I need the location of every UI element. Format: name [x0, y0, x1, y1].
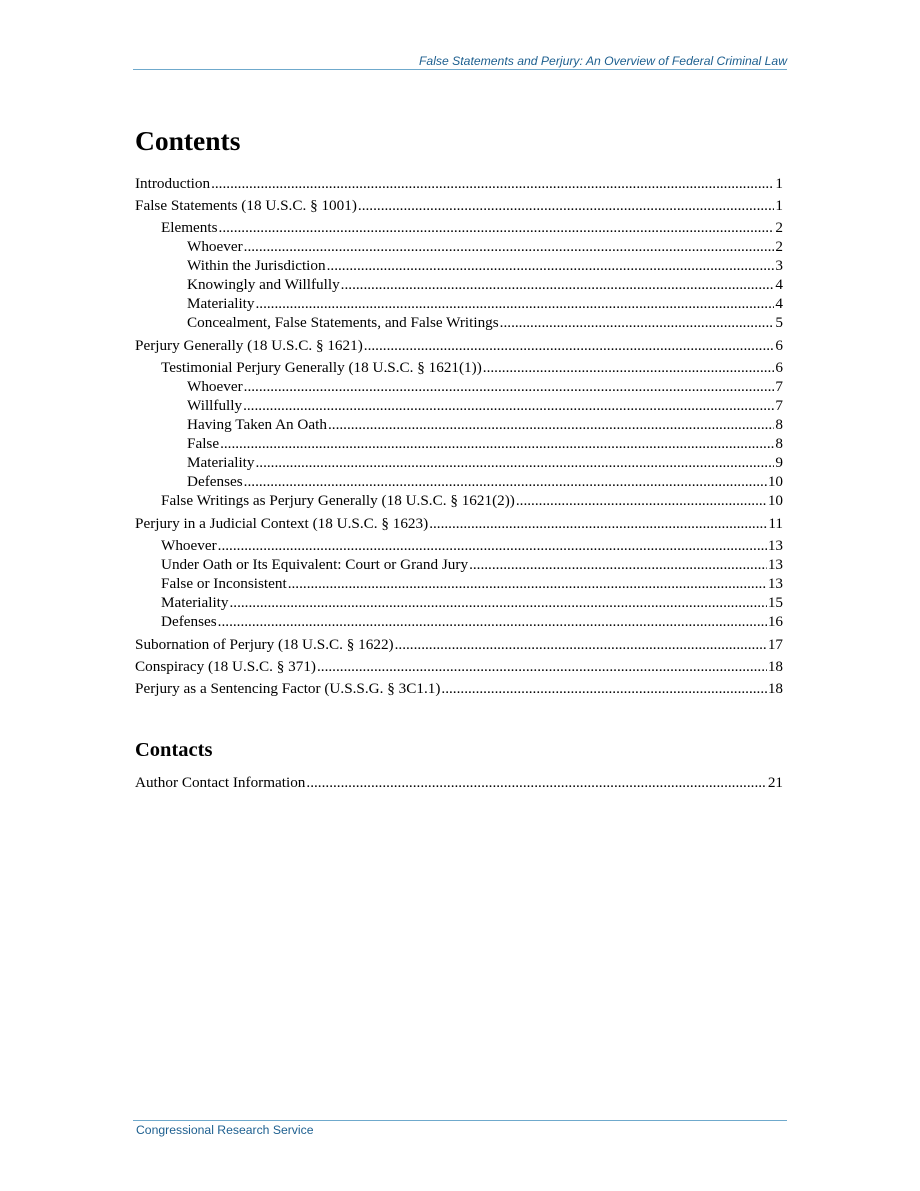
toc-label: Materiality [187, 454, 255, 471]
toc-entry-sentencing-factor[interactable] [135, 679, 783, 699]
dot-leader [341, 275, 775, 295]
toc-page-number: 7 [775, 397, 783, 414]
dot-leader [288, 574, 767, 594]
dot-leader [441, 679, 766, 699]
toc-page-number: 17 [767, 636, 783, 653]
dot-leader [328, 415, 774, 435]
toc-label: Perjury Generally (18 U.S.C. § 1621) [135, 337, 363, 354]
toc-label: Testimonial Perjury Generally (18 U.S.C. § 1621(1)) [161, 359, 482, 376]
toc-page-number: 8 [775, 416, 783, 433]
toc-page-number: 8 [775, 435, 783, 452]
header-rule [133, 69, 787, 70]
toc-label: Willfully [187, 397, 243, 414]
toc-page-number: 3 [775, 257, 783, 274]
toc-page-number: 5 [775, 314, 783, 331]
toc-page-number: 13 [767, 575, 783, 592]
toc-label: False [187, 435, 220, 452]
toc-label: Whoever [161, 537, 217, 554]
running-header: False Statements and Perjury: An Overview of Federal Criminal Law [418, 54, 787, 68]
dot-leader [219, 218, 775, 238]
toc-page-number: 18 [767, 680, 783, 697]
toc-entry-whoever[interactable] [187, 237, 783, 257]
dot-leader [469, 555, 767, 575]
toc-entry-concealment[interactable] [187, 313, 783, 333]
toc-label: False Writings as Perjury Generally (18 U.S.C. § 1621(2)) [161, 492, 515, 509]
dot-leader [255, 294, 774, 314]
toc-entry-materiality[interactable] [187, 294, 783, 314]
toc-page-number: 21 [767, 774, 783, 791]
dot-leader [364, 336, 775, 356]
toc-entry-conspiracy[interactable] [135, 657, 783, 677]
toc-label: Author Contact Information [135, 774, 306, 791]
dot-leader [306, 773, 766, 793]
toc-entry-introduction[interactable] [135, 174, 783, 194]
toc-page-number: 10 [767, 473, 783, 490]
toc-label: Perjury as a Sentencing Factor (U.S.S.G. § 3C1.1) [135, 680, 441, 697]
dot-leader [500, 313, 775, 333]
toc-page-number: 13 [767, 537, 783, 554]
toc-entry-false-statements[interactable] [135, 196, 783, 216]
toc-label: Having Taken An Oath [187, 416, 327, 433]
dot-leader [327, 256, 775, 276]
toc-page-number: 2 [775, 238, 783, 255]
toc-label: Whoever [187, 378, 243, 395]
toc-page-number: 18 [767, 658, 783, 675]
toc-label: Defenses [187, 473, 243, 490]
toc-label: Materiality [187, 295, 255, 312]
toc-label: Concealment, False Statements, and False Writings [187, 314, 499, 331]
dot-leader [218, 536, 767, 556]
contents-heading: Contents [135, 125, 241, 156]
contacts-heading: Contacts [135, 739, 213, 761]
toc-page-number: 7 [775, 378, 783, 395]
toc-label: Knowingly and Willfully [187, 276, 340, 293]
toc-entry-having-taken-an-oath[interactable] [187, 415, 783, 435]
toc-label: Whoever [187, 238, 243, 255]
toc-entry-perjury-judicial-context[interactable] [135, 514, 783, 534]
toc-entry-elements[interactable] [161, 218, 783, 238]
toc-entry-knowingly-and-willfully[interactable] [187, 275, 783, 295]
toc-label: Under Oath or Its Equivalent: Court or Grand Jury [161, 556, 469, 573]
toc-page-number: 6 [775, 359, 783, 376]
toc-entry-willfully[interactable] [187, 396, 783, 416]
toc-label: Introduction [135, 175, 211, 192]
toc-page-number: 16 [767, 613, 783, 630]
dot-leader [220, 434, 774, 454]
dot-leader [358, 196, 775, 216]
toc-entry-false[interactable] [187, 434, 783, 454]
toc-entry-materiality[interactable] [161, 593, 783, 613]
dot-leader [229, 593, 766, 613]
dot-leader [317, 657, 767, 677]
toc-page-number: 11 [768, 515, 783, 532]
toc-label: Elements [161, 219, 218, 236]
footer-rule [133, 1120, 787, 1121]
toc-label: Within the Jurisdiction [187, 257, 326, 274]
dot-leader [244, 237, 775, 257]
toc-entry-defenses[interactable] [161, 612, 783, 632]
toc-entry-perjury-generally[interactable] [135, 336, 783, 356]
toc-label: Defenses [161, 613, 217, 630]
dot-leader [429, 514, 767, 534]
dot-leader [243, 396, 774, 416]
toc-entry-under-oath[interactable] [161, 555, 783, 575]
toc-entry-materiality[interactable] [187, 453, 783, 473]
toc-page-number: 1 [775, 197, 783, 214]
toc-entry-testimonial-perjury[interactable] [161, 358, 783, 378]
toc-page-number: 9 [775, 454, 783, 471]
toc-page-number: 4 [775, 295, 783, 312]
dot-leader [483, 358, 775, 378]
toc-entry-false-or-inconsistent[interactable] [161, 574, 783, 594]
toc-label: False Statements (18 U.S.C. § 1001) [135, 197, 357, 214]
toc-entry-false-writings[interactable] [161, 491, 783, 511]
toc-page-number: 2 [775, 219, 783, 236]
dot-leader [244, 472, 767, 492]
toc-page-number: 6 [775, 337, 783, 354]
toc-label: Conspiracy (18 U.S.C. § 371) [135, 658, 316, 675]
toc-entry-author-contact-information[interactable] [135, 773, 783, 793]
toc-entry-defenses[interactable] [187, 472, 783, 492]
toc-entry-whoever[interactable] [187, 377, 783, 397]
toc-page-number: 10 [767, 492, 783, 509]
toc-entry-whoever[interactable] [161, 536, 783, 556]
dot-leader [516, 491, 767, 511]
toc-label: Perjury in a Judicial Context (18 U.S.C. § 1623) [135, 515, 429, 532]
dot-leader [255, 453, 774, 473]
dot-leader [211, 174, 774, 194]
dot-leader [395, 635, 767, 655]
toc-label: Materiality [161, 594, 229, 611]
toc-entry-within-the-jurisdiction[interactable] [187, 256, 783, 276]
toc-page-number: 4 [775, 276, 783, 293]
toc-label: Subornation of Perjury (18 U.S.C. § 1622) [135, 636, 394, 653]
footer-organization: Congressional Research Service [136, 1123, 314, 1137]
dot-leader [218, 612, 767, 632]
dot-leader [244, 377, 775, 397]
toc-label: False or Inconsistent [161, 575, 287, 592]
toc-page-number: 1 [775, 175, 783, 192]
toc-page-number: 15 [767, 594, 783, 611]
toc-page-number: 13 [767, 556, 783, 573]
toc-entry-subornation-of-perjury[interactable] [135, 635, 783, 655]
